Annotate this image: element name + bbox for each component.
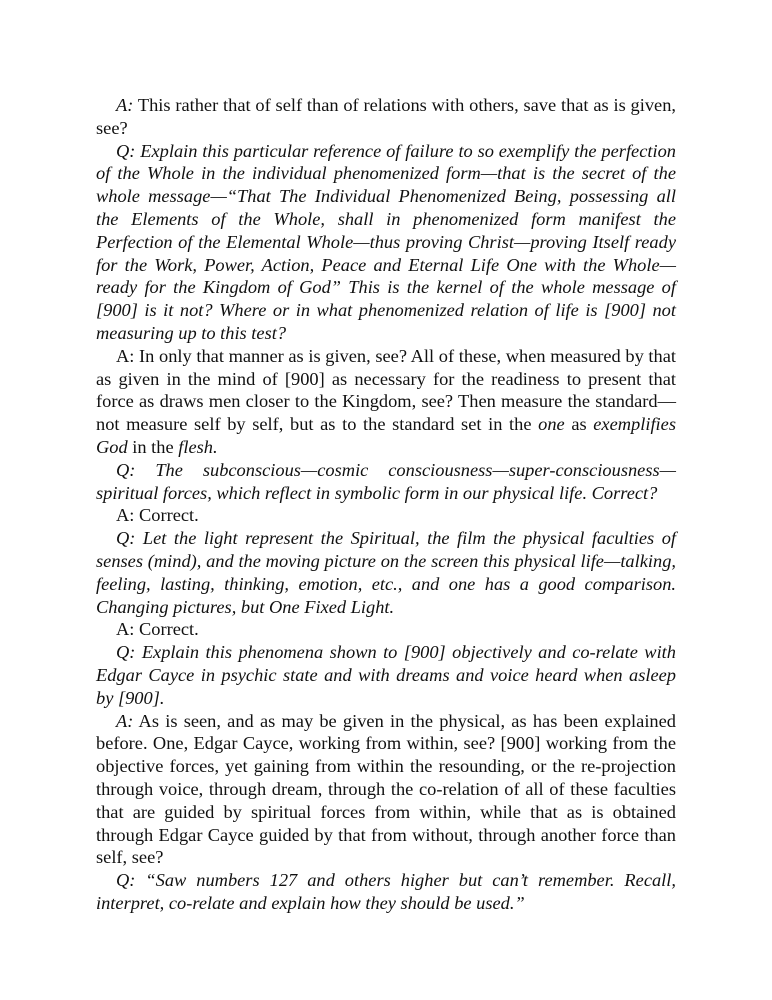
text-segment: Explain this phenomena shown to [900] objectively and co-relate with Edgar Cayce in psychic state and with dreams and voice heard when asleep by [900]. [96, 642, 676, 708]
text-segment: Correct. [134, 619, 199, 640]
text-segment: exemplifies God [96, 414, 676, 457]
answer-paragraph [96, 710, 676, 870]
question-paragraph [96, 140, 676, 345]
text-segment: Correct. [134, 505, 199, 526]
text-segment: In only that manner as is given, see? All of these, when measured by that as given in the mind of [900] as necessary for the readiness to present that force as draws men closer to the Kingdom, see? Then measure the standard—not measure self by self, but as to the standard set in the [96, 345, 676, 435]
answer-paragraph [96, 504, 676, 527]
text-segment: in the [127, 436, 179, 457]
question-paragraph [96, 641, 676, 709]
text-segment: The subconscious—cosmic consciousness—super-consciousness—spiritual forces, which reflect in symbolic form in our physical life. Correct? [96, 459, 676, 503]
question-paragraph [96, 869, 676, 915]
question-label: Q: [116, 459, 136, 480]
question-paragraph [96, 459, 676, 505]
question-paragraph [96, 527, 676, 618]
answer-label: A: [116, 345, 135, 366]
question-label: Q: [116, 528, 136, 549]
answer-label: A: [116, 95, 134, 115]
answer-paragraph [96, 618, 676, 641]
question-label: Q: [116, 140, 136, 161]
text-segment: Explain this particular reference of failure to so exemplify the perfection of the Whole in the individual phenomenized form—that is the secret of the whole message—“That The Individual Phenomenized Being, possessing all the Elements of the Whole, shall in phenomenized form manifest the Perfection of the Elemental Whole—thus proving Christ—proving Itself ready for the Work, Power, Action, Peace and Eternal Life One with the Whole—ready for the Kingdom of God” This is the kernel of the whole message of [900] is it not? Where or in what phenomenized relation of life is [900] not measuring up to this test? [96, 140, 676, 343]
text-segment: This rather that of self than of relations with others, save that as is given, see? [96, 95, 676, 138]
text-segment: one [538, 414, 565, 435]
answer-label: A: [116, 710, 134, 731]
text-segment: As is seen, and as may be given in the physical, as has been explained before. One, Edgar Cayce, working from within, see? [900] working from the objective forces, yet gaining from within the resounding, or the re-projection through voice, through dream, through the co-relation of all of these faculties that are guided by spiritual forces from within, while that as is obtained through Edgar Cayce guided by that from without, through another force than self, see? [96, 710, 676, 868]
question-label: Q: [116, 642, 136, 663]
text-segment: Let the light represent the Spiritual, the film the physical faculties of senses (mind), and the moving picture on the screen this physical life—talking, feeling, lasting, thinking, emotion, etc., and one has a good comparison. Changing pictures, but One Fixed Light. [96, 528, 676, 617]
answer-paragraph [96, 345, 676, 459]
answer-label: A: [116, 505, 135, 526]
text-segment: “Saw numbers 127 and others higher but can’t remember. Recall, interpret, co-relate and explain how they should be used.” [96, 870, 676, 913]
answer-label: A: [116, 619, 135, 640]
text-segment: flesh. [178, 436, 218, 457]
text-segment: as [564, 414, 594, 435]
question-label: Q: [116, 870, 136, 891]
answer-paragraph [96, 94, 676, 140]
document-page [96, 94, 676, 915]
